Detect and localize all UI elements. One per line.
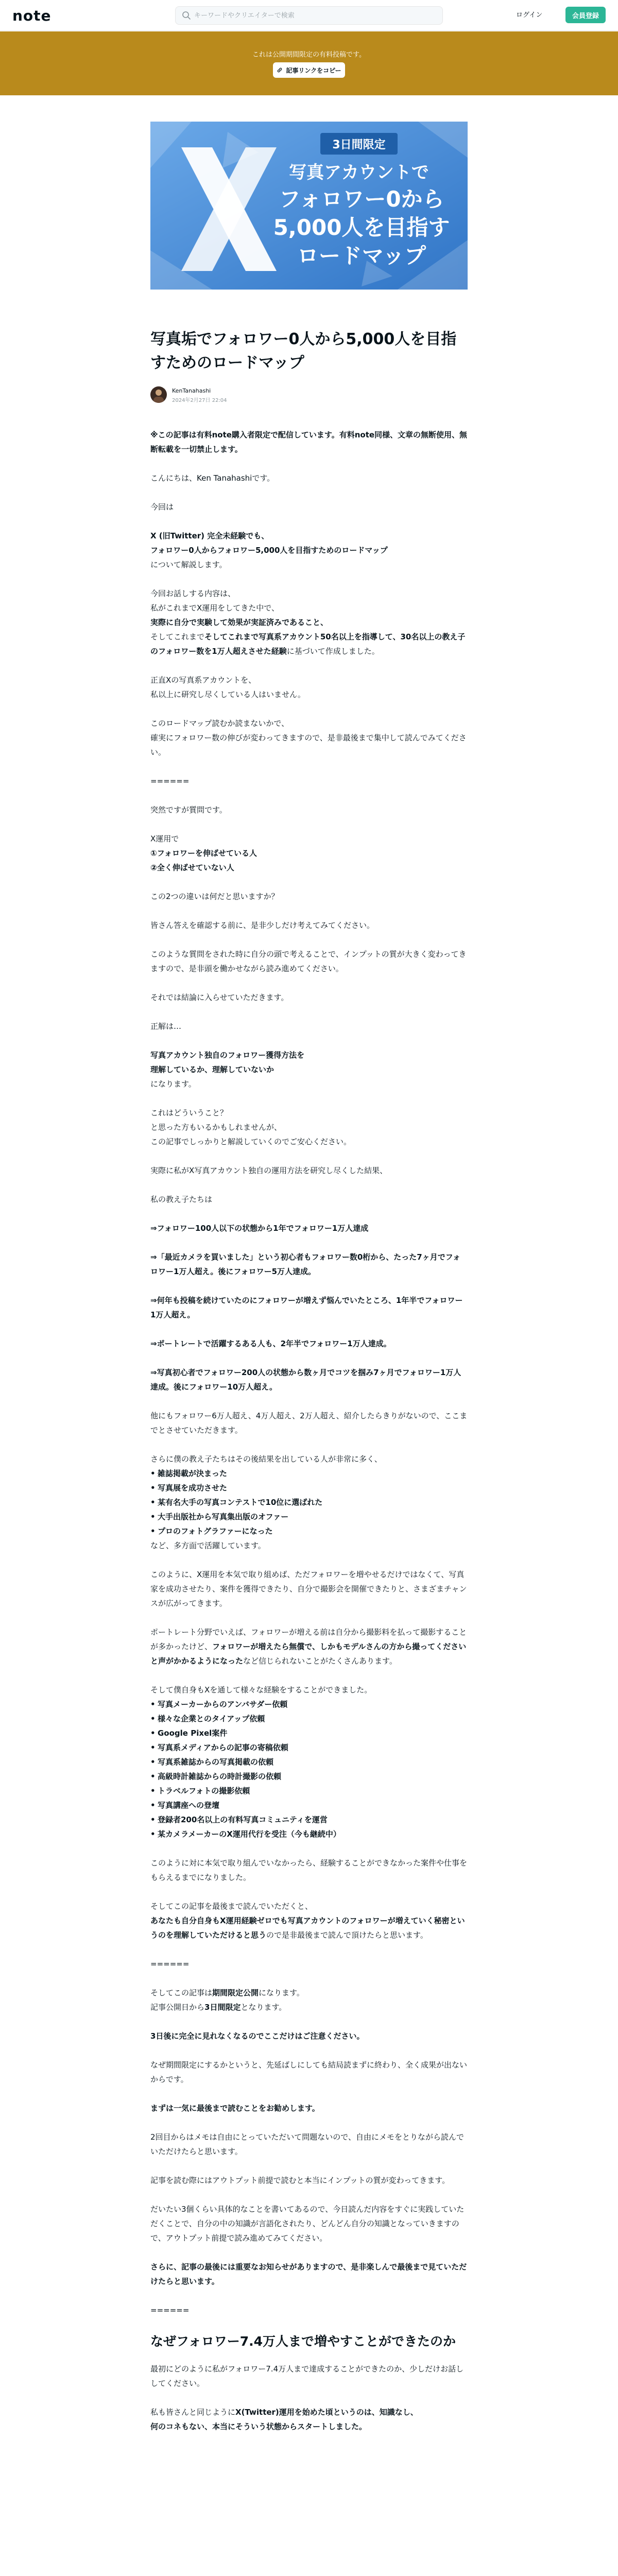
paragraph: こんにちは、Ken Tanahashiです。 <box>150 473 275 483</box>
paragraph: について解説します。 <box>150 560 227 569</box>
list-item: • 某カメラメーカーのX運用代行を受注（今も継続中） <box>150 1827 468 1841</box>
hero-image <box>150 122 468 290</box>
paragraph <box>150 1899 468 1942</box>
paragraph: 私の教え子たちは <box>150 1195 213 1204</box>
paragraph <box>150 1106 468 1149</box>
paragraph <box>150 716 468 759</box>
list-item: • 様々な企業とのタイアップ依頼 <box>150 1711 468 1726</box>
hero-line1: 写真アカウントで <box>289 162 429 183</box>
emphasis: ②全く伸ばせていない人 <box>150 863 234 872</box>
emphasis: 3日間限定 <box>204 2003 241 2012</box>
emphasis: 何のコネもない、本当にそういう状態からスタートしました。 <box>150 2422 367 2431</box>
text: に基づいて作成しました。 <box>286 647 380 656</box>
paragraph: それでは結論に入らせていただきます。 <box>150 993 289 1002</box>
text: X運用で <box>150 834 179 843</box>
emphasis: フォロワー0人からフォロワー5,000人を目指すためのロードマップ <box>150 546 388 555</box>
text: 私がこれまでX運用をしてきた中で、 <box>150 603 279 613</box>
hero-line4: ロードマップ <box>297 243 426 268</box>
search-input[interactable] <box>194 7 436 24</box>
separator: ====== <box>150 2306 190 2315</box>
text: 正直Xの写真系アカウントを、 <box>150 675 256 685</box>
separator: ====== <box>150 776 190 786</box>
experience-list <box>150 1697 468 1841</box>
text: ポートレート分野でいえば、フォロワーが増える前は自分から撮影料を払って撮影することが多かったけど、 <box>150 1628 467 1651</box>
paragraph: 今回は <box>150 502 174 512</box>
paragraph: さらに、記事の最後には重要なお知らせがありますので、是非楽しんで最後まで見ていただけたらと思います。 <box>150 2262 467 2286</box>
emphasis: X (旧Twitter) 完全未経験でも、 <box>150 531 269 540</box>
emphasis: X(Twitter)運用を始めた頃というのは、知識なし、 <box>235 2408 418 2417</box>
hero-line3: 5,000人を目指す <box>273 215 450 240</box>
author-name[interactable]: KenTanahashi <box>172 387 211 394</box>
emphasis: 期間限定公開 <box>212 1988 259 1997</box>
paragraph <box>150 1986 468 2014</box>
copy-link-label: 記事リンクをコピー <box>286 66 341 74</box>
text: この記事でしっかりと解説していくのでご安心ください。 <box>150 1137 352 1146</box>
author-block[interactable] <box>150 385 468 406</box>
paragraph: 最初にどのように私がフォロワー7.4万人まで達成することができたのか、少しだけお話ししてください。 <box>150 2364 464 2388</box>
section-heading: なぜフォロワー7.4万人まで増やすことができたのか <box>150 2334 456 2349</box>
result-item: ⇒フォロワー100人以下の状態から1年でフォロワー1万人達成 <box>150 1224 369 1233</box>
paragraph: 正解は… <box>150 1022 182 1031</box>
achievement-list <box>150 1466 468 1538</box>
result-item: ⇒写真初心者でフォロワー200人の状態から数ヶ月でコツを掴み7ヶ月でフォロワー1万人達成。後にフォロワー10万人超え。 <box>150 1368 461 1392</box>
emphasis: 理解しているか、理解していないか <box>150 1065 274 1074</box>
list-item: • Google Pixel案件 <box>150 1726 468 1740</box>
emphasis: 写真アカウント独自のフォロワー獲得方法を <box>150 1050 305 1060</box>
list-item: • 某有名大手の写真コンテストで10位に選ばれた <box>150 1495 468 1510</box>
link-icon <box>277 67 283 73</box>
list-item: • 高級時計雑誌からの時計撮影の依頼 <box>150 1769 468 1784</box>
hero-badge: 3日間限定 <box>332 139 386 151</box>
emphasis: フォロワーが増えたら無償で、しかもモデルさんの方から撮ってくださいと声がかかるようになった <box>150 1642 467 1666</box>
publish-date: 2024年2月27日 22:04 <box>172 398 227 403</box>
signup-button[interactable]: 会員登録 <box>565 7 606 23</box>
paragraph: このように、X運用を本気で取り組めば、ただフォロワーを増やせるだけではなくて、写真家を成功させたり、案件を獲得できたり、自分で撮影会を開催できたりと、さまざまチャンスが広がってきます。 <box>150 1570 467 1608</box>
list-item: • プロのフォトグラファーになった <box>150 1524 468 1538</box>
paragraph: この2つの違いは何だと思いますか？ <box>150 892 279 901</box>
paragraph <box>150 1625 468 1668</box>
paragraph: さらに僕の教え子たちはその後結果を出している人が非常に多く、 <box>150 1454 382 1464</box>
text: ので是非最後まで読んで頂けたらと思います。 <box>266 1930 428 1940</box>
text: となります。 <box>241 2003 287 2012</box>
article-body <box>150 428 468 2448</box>
login-link[interactable]: ログイン <box>516 11 543 19</box>
emphasis: 実際に自分で実験して効果が実証済みであること、 <box>150 618 329 627</box>
paragraph: このように対に本気で取り組んでいなかったら、経験することができなかった案件や仕事をもらえるまでになりました。 <box>150 1858 468 1882</box>
list-item: • 大手出版社から写真集出版のオファー <box>150 1510 468 1524</box>
paragraph: 突然ですが質問です。 <box>150 805 227 815</box>
list-item: • 登録者200名以上の有料写真コミュニティを運営 <box>150 1812 468 1827</box>
text: 私以上に研究し尽くしている人はいません。 <box>150 690 305 699</box>
text: このロードマップ読むか読まないかで、 <box>150 719 289 728</box>
emphasis: ①フォロワーを伸ばせている人 <box>150 849 257 858</box>
hero-graphic <box>150 122 468 290</box>
text: そしてこの記事を最後まで読んでいただくと、 <box>150 1902 313 1911</box>
paragraph <box>150 586 468 658</box>
result-item: ⇒ポートレートで活躍するある人も、2年半でフォロワー1万人達成。 <box>150 1339 391 1348</box>
hero-line2: フォロワー0から <box>279 187 444 212</box>
list-item: • 写真講座への登壇 <box>150 1798 468 1812</box>
paragraph: など、多方面で活躍しています。 <box>150 1541 266 1550</box>
separator: ====== <box>150 1959 190 1969</box>
paragraph: 実際に私がX写真アカウント独自の運用方法を研究し尽くした結果、 <box>150 1166 388 1175</box>
site-header <box>0 0 618 31</box>
paragraph <box>150 2405 468 2434</box>
text: これはどういうこと？ <box>150 1108 228 1117</box>
copy-link-button[interactable] <box>273 62 345 78</box>
paragraph: 3日後に完全に見れなくなるのでここだけはご注意ください。 <box>150 2031 365 2041</box>
text: になります。 <box>259 1988 304 1997</box>
banner-text: これは公開期間限定の有料投稿です。 <box>252 51 366 59</box>
text: など信じられないことがたくさんあります。 <box>243 1656 397 1666</box>
text: 私も皆さんと同じように <box>150 2408 236 2417</box>
text: 記事公開日から <box>150 2003 205 2012</box>
list-item: • 写真展を成功させた <box>150 1481 468 1495</box>
paragraph: まずは一気に最後まで読むことをお勧めします。 <box>150 2104 320 2113</box>
paragraph: 他にもフォロワー6万人超え、4万人超え、2万人超え、紹介したらきりがないので、ここまでとさせていただきます。 <box>150 1411 468 1435</box>
paragraph: そして僕自身もXを通して様々な経験をすることができました。 <box>150 1685 372 1694</box>
paragraph: 記事を読む際にはアウトプット前提で読むと本当にインプットの質が変わってきます。 <box>150 2176 450 2185</box>
paragraph <box>150 832 468 875</box>
note-logo[interactable]: note <box>12 7 52 24</box>
article-title: 写真垢でフォロワー0人から5,000人を目指すためのロードマップ <box>150 330 457 372</box>
search-box[interactable] <box>175 6 443 25</box>
paragraph <box>150 673 468 702</box>
emphasis: あなたも自分自身もX運用経験ゼロでも写真アカウントのフォロワーが増えていく秘密というのを理解していただけると思う <box>150 1916 465 1940</box>
list-item: • トラベルフォトの撮影依頼 <box>150 1784 468 1798</box>
result-item: ⇒何年も投稿を続けていたのにフォロワーが増えず悩んでいたところ、1年半でフォロワー1万人超え。 <box>150 1296 463 1319</box>
list-item: • 写真系雑誌からの写真掲載の依頼 <box>150 1755 468 1769</box>
emphasis: そしてこれまで写真系アカウント50名以上を指導して、30名以上の教え子のフォロワー数を1万人超えさせた経験 <box>150 632 466 656</box>
paragraph: 2回目からはメモは自由にとっていただいて問題ないので、自由にメモをとりながら読んでいただけたらと思います。 <box>150 2132 464 2156</box>
paragraph: なぜ期間限定にするかというと、先延ばしにしても結局読まずに終わり、全く成果が出ないからです。 <box>150 2060 468 2084</box>
avatar-icon <box>150 386 167 403</box>
paragraph: になります。 <box>150 1079 196 1089</box>
avatar[interactable] <box>150 386 167 403</box>
text: 今回お話しする内容は、 <box>150 589 236 598</box>
paragraph <box>150 1048 468 1077</box>
paragraph: 皆さん答えを確認する前に、是非少しだけ考えてみてください。 <box>150 921 375 930</box>
list-item: • 写真系メディアからの記事の寄稿依頼 <box>150 1740 468 1755</box>
text: 確実にフォロワー数の伸びが変わってきますので、是非最後まで集中して読んでみてください。 <box>150 733 467 757</box>
text: と思った方もいるかもしれませんが、 <box>150 1123 282 1132</box>
paragraph: ※この記事は有料note購入者限定で配信しています。有料note同様、文章の無断使用、無断転載を一切禁止します。 <box>150 430 468 454</box>
result-item: ⇒「最近カメラを買いました」という初心者もフォロワー数0桁から、たった7ヶ月でフォロワー1万人超え。後にフォロワー5万人達成。 <box>150 1252 460 1276</box>
list-item: • 写真メーカーからのアンバサダー依頼 <box>150 1697 468 1711</box>
paragraph <box>150 529 468 557</box>
text: そしてこの記事は <box>150 1988 213 1997</box>
search-icon <box>182 11 191 20</box>
list-item: • 雑誌掲載が決まった <box>150 1466 468 1481</box>
paragraph: だいたい3個くらい具体的なことを書いてあるので、今日読んだ内容をすぐに実践していただくことで、自分の中の知識が言語化されたり、どんどん自分の知識となっていきますので、アウトプット前提で読み進めてみてください。 <box>150 2205 465 2243</box>
paragraph: このような質問をされた時に自分の頭で考えることで、インプットの質が大きく変わってきますので、是非頭を働かせながら読み進めてください。 <box>150 950 467 973</box>
limited-post-banner <box>0 31 618 95</box>
text: そしてこれまで <box>150 632 205 641</box>
